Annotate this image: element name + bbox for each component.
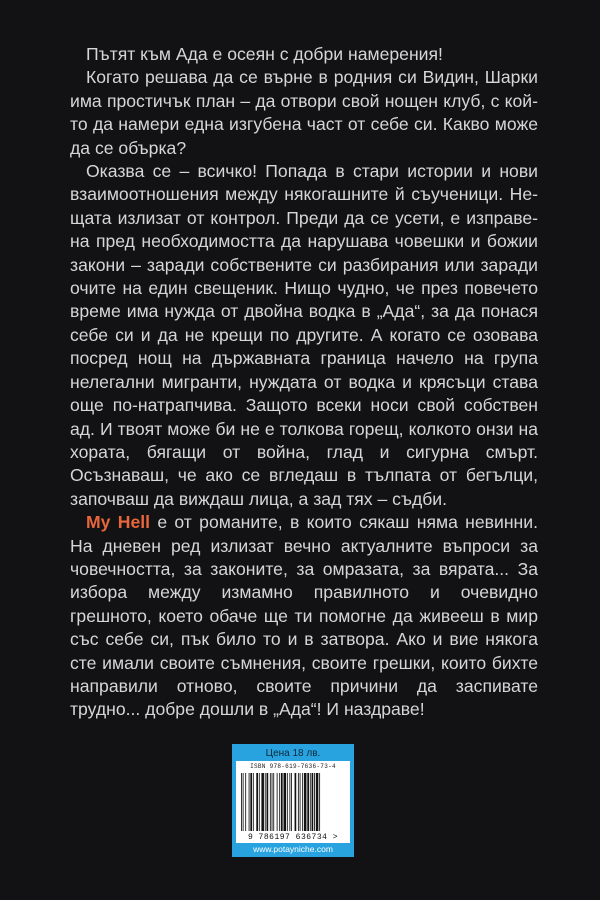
barcode-bar	[249, 773, 250, 831]
barcode-bar	[281, 773, 283, 831]
barcode-panel	[232, 744, 354, 857]
blurb-paragraph-4	[70, 511, 538, 722]
barcode-bar	[295, 773, 297, 831]
barcode-bar	[259, 773, 260, 831]
barcode-bar	[250, 773, 252, 831]
barcode-bar	[300, 773, 301, 831]
barcode-bar	[273, 773, 274, 831]
barcode-bar	[277, 773, 278, 831]
blurb-paragraph-3: Оказва се – всичко! Попада в стари истории и нови взаимоотношения между някогашните й съученици. Нещата излизат от контрол. Преди да се усети, е изправена пред необходимостта да нарушава човешки и божии закони – заради собствените си разбирания или заради очите на един свещеник. Нищо чудно, че през повечето време има нужда от двойна водка в „Ада“, за да понася себе си и да не крещи по другите. А когато се озовава посред нощ на държавната граница начело на група нелегални мигранти, нуждата от водка и крясъци става още по-натрапчива. Защото всеки носи свой собствен ад. И твоят може би не е толкова горещ, колкото онзи на хората, бягащи от война, глад и сигурна смърт. Осъзнаваш, че ако се вгледаш в тълпата от бегълци, започваш да виждаш лица, а зад тях – съдби.	[70, 161, 538, 509]
barcode-bar	[261, 773, 264, 831]
barcode-box	[236, 761, 350, 843]
barcode-bar	[245, 773, 246, 831]
barcode-bar	[256, 773, 258, 831]
publisher-url: www.potayniche.com	[253, 844, 333, 854]
barcode-bar	[284, 773, 287, 831]
barcode-bar	[241, 773, 242, 831]
barcode-bar	[270, 773, 271, 831]
barcode-bar	[287, 773, 288, 831]
barcode-bar	[289, 773, 290, 831]
barcode-bar	[307, 773, 309, 831]
barcode-bars	[241, 773, 345, 831]
barcode-bar	[316, 773, 319, 831]
barcode-bar	[272, 773, 273, 831]
blurb-paragraph-2: Когато решава да се върне в родния си Видин, Шарки има простичък план – да отвори свой нощен клуб, с който да намери една изгубена част от себе си. Какво може да се обърка?	[70, 67, 538, 158]
barcode-bar	[291, 773, 292, 831]
barcode-bar	[279, 773, 280, 831]
barcode-bar	[319, 773, 320, 831]
barcode-bar	[267, 773, 269, 831]
book-title-highlight: My Hell	[86, 512, 151, 533]
barcode-bar	[302, 773, 303, 831]
barcode-bar	[310, 773, 311, 831]
barcode-bar	[298, 773, 299, 831]
barcode-bar	[253, 773, 254, 831]
barcode-bar	[304, 773, 307, 831]
blurb-paragraph-1: Пътят към Ада е осеян с добри намерения!	[86, 44, 443, 64]
barcode-bar	[314, 773, 315, 831]
barcode-bar	[243, 773, 244, 831]
blurb-text	[70, 43, 538, 722]
blurb-paragraph-4-text: е от романите, в които сякаш няма невинни. На дневен ред излизат вечно актуалните въпроси за човечността, за законите, за омразата, за вярата... За избора между измамно правилното и очевидно грешното, което обаче ще ти помогне да живееш в мир със себе си, пък било то и в затвора. Ако и вие някога сте имали своите съмнения, своите грешки, които бихте направили отново, своите причини да заспивате трудно... добре дошли в „Ада“! И наздраве!	[70, 512, 538, 720]
isbn-text: ISBN 978-619-7636-73-4	[250, 763, 336, 770]
barcode-bar	[312, 773, 314, 831]
ean-number: 9 786197 636734 >	[247, 833, 339, 842]
price-label: Цена 18 лв.	[265, 748, 321, 759]
barcode-bar	[265, 773, 266, 831]
